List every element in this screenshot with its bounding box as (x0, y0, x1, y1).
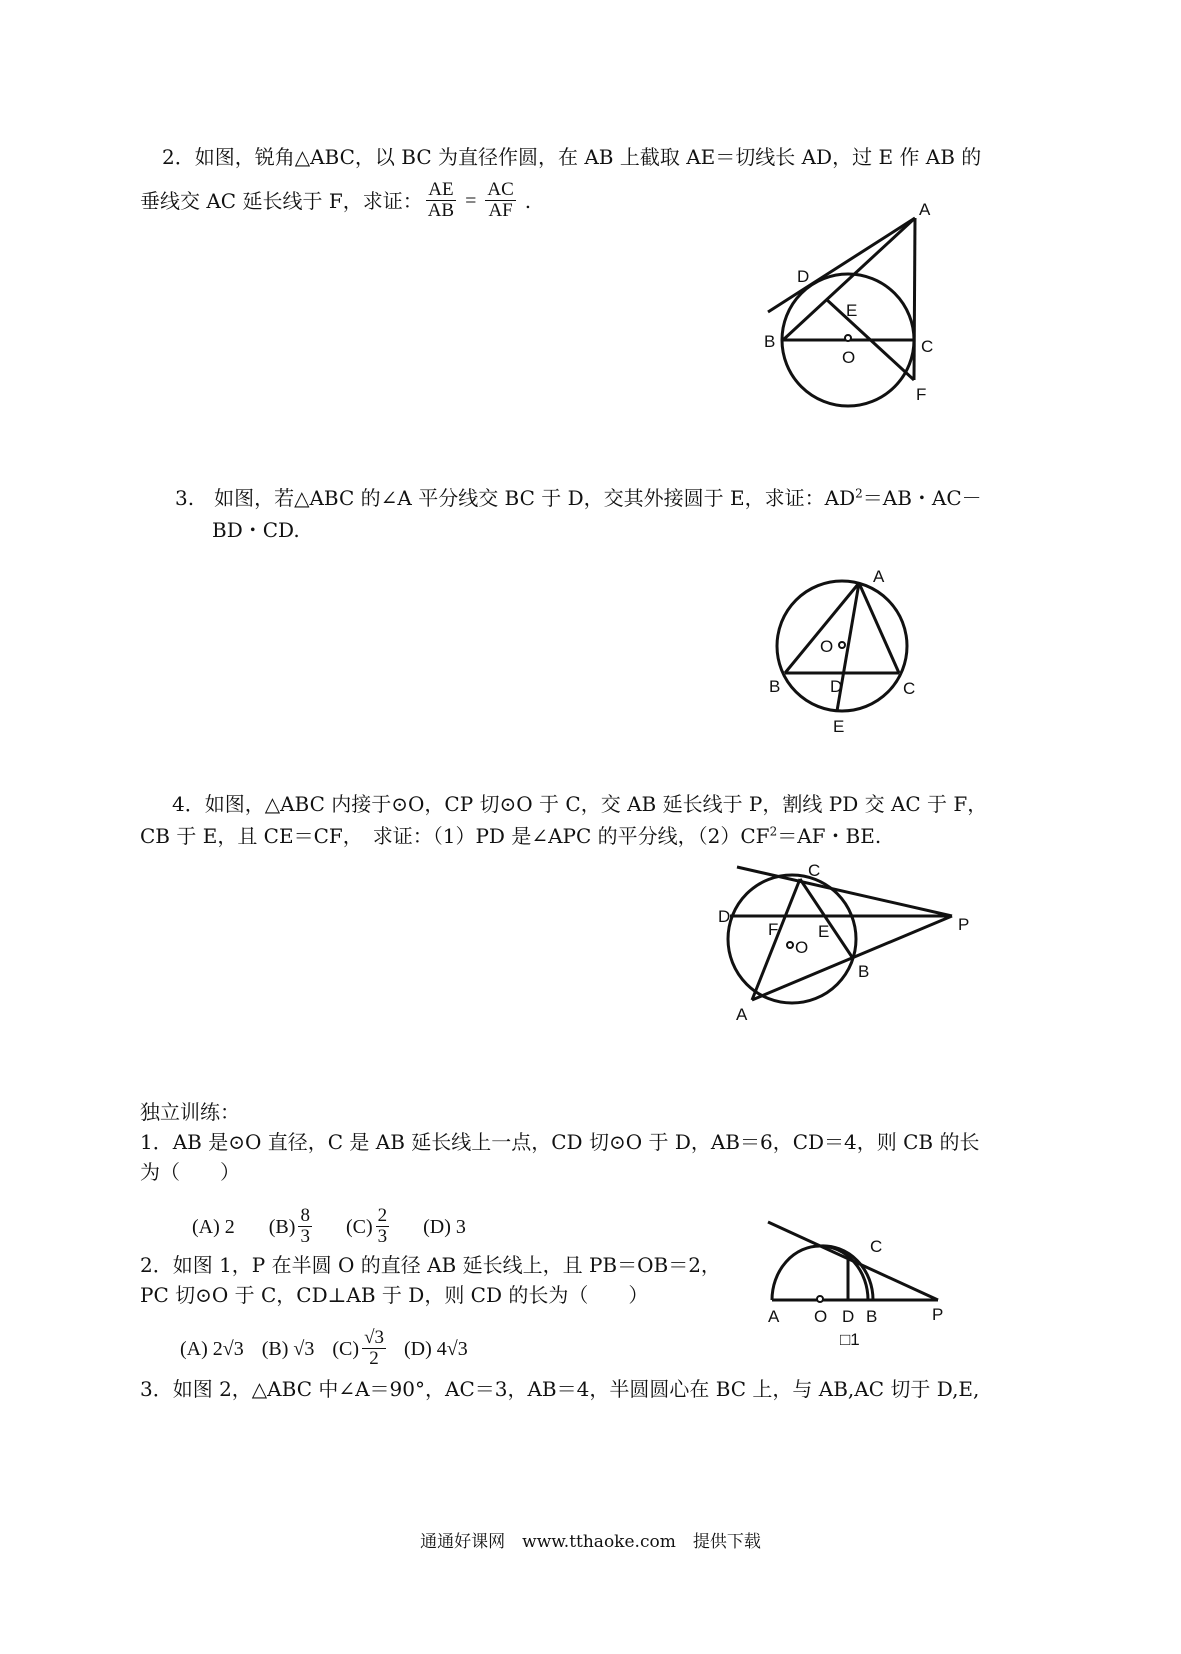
q2-label-a: A (919, 200, 931, 219)
p2-center-dot (817, 1296, 823, 1302)
q3-label-b: B (769, 677, 781, 696)
p2-line1: 2．如图 1，P 在半圆 O 的直径 AB 延长线上，且 PB＝OB＝2， (140, 1253, 721, 1277)
q4-line1: 4．如图，△ABC 内接于⊙O，CP 切⊙O 于 C，交 AB 延长线于 P，割线 PD 交 AC 于 F， (172, 792, 988, 816)
fraction-numerator: AC (487, 179, 514, 200)
q2-label-f: F (916, 385, 927, 404)
p1-option-c-label: (C) (345, 1215, 373, 1238)
q2-label-o: O (842, 348, 856, 367)
p2-figure-caption: □1 (840, 1330, 860, 1349)
p2-semicircle (772, 1246, 868, 1300)
p2-label-a: A (768, 1307, 780, 1326)
p1-line1: 1．AB 是⊙O 直径，C 是 AB 延长线上一点，CD 切⊙O 于 D，AB＝6，CD＝4，则 CB 的长 (140, 1130, 980, 1154)
equals-sign: = (465, 189, 477, 212)
q4-label-p: P (958, 915, 970, 934)
p2-line2: PC 切⊙O 于 C，CD⊥AB 于 D，则 CD 的长为（ ） (140, 1283, 649, 1307)
q3-superscript: 2 (855, 486, 863, 501)
fraction-denominator: 3 (300, 1226, 310, 1247)
p2-tangent-pc (768, 1222, 938, 1300)
p2-label-c: C (870, 1237, 883, 1256)
p1-line2: 为（ ） (140, 1160, 240, 1184)
p1-option-b-label: (B) (268, 1215, 296, 1238)
q3-label-o: O (820, 637, 834, 656)
fraction-numerator: √3 (364, 1327, 384, 1348)
p2-label-p: P (932, 1305, 944, 1324)
p2-label-o: O (814, 1307, 828, 1326)
fraction-numerator: 8 (300, 1205, 310, 1226)
practice-heading: 独立训练： (140, 1100, 240, 1124)
q4-line2b: ＝AF・BE. (777, 824, 882, 848)
q4-label-d: D (718, 907, 731, 926)
p1-option-d: (D) 3 (423, 1215, 466, 1238)
page-footer: 通通好课网 www.tthaoke.com 提供下载 (420, 1532, 761, 1552)
p2-option-b: (B) √3 (261, 1337, 315, 1360)
q2-line2-text: 垂线交 AC 延长线于 F，求证： (140, 188, 423, 213)
fraction-denominator: 3 (377, 1226, 388, 1247)
q3-label-c: C (903, 679, 916, 698)
q4-line2a: CB 于 E，且 CE＝CF， 求证：（1）PD 是∠APC 的平分线，（2）CF (140, 824, 770, 848)
fraction-denominator: AB (427, 200, 455, 221)
p2-option-c-label: (C) (332, 1337, 360, 1360)
q3-line2: BD・CD. (212, 518, 300, 542)
fraction-numerator: AE (428, 179, 454, 200)
q2-label-e: E (846, 301, 858, 320)
fraction-denominator: AF (488, 200, 513, 221)
p2-option-d: (D) 4√3 (404, 1337, 468, 1360)
q2-period: . (524, 188, 532, 213)
q4-superscript: 2 (769, 824, 778, 839)
p2-label-b: B (866, 1307, 878, 1326)
q4-label-a: A (736, 1005, 748, 1024)
q3-label-e: E (833, 717, 845, 736)
q2-label-c: C (921, 337, 934, 356)
q4-label-c: C (808, 861, 821, 880)
q3-line1b: ＝AB・AC－ (862, 486, 982, 510)
fraction-numerator: 2 (377, 1205, 388, 1226)
q3-line1a: 3. 如图，若△ABC 的∠A 平分线交 BC 于 D，交其外接圆于 E，求证：AD (175, 486, 856, 510)
q4-label-o: O (795, 938, 809, 957)
q2-label-d: D (797, 267, 810, 286)
p2-option-a: (A) 2√3 (180, 1337, 244, 1360)
fraction-denominator: 2 (369, 1348, 379, 1369)
p3-line1: 3．如图 2，△ABC 中∠A＝90°，AC＝3，AB＝4，半圆圆心在 BC 上，与 AB,AC 切于 D,E, (140, 1377, 980, 1401)
q4-label-b: B (858, 962, 870, 981)
q4-label-f: F (768, 920, 779, 939)
p2-label-d: D (842, 1307, 855, 1326)
q4-label-e: E (818, 922, 830, 941)
p1-option-a: (A) 2 (192, 1215, 235, 1238)
q3-label-a: A (873, 567, 885, 586)
q2-label-b: B (764, 332, 776, 351)
q2-line1: 2．如图，锐角△ABC，以 BC 为直径作圆，在 AB 上截取 AE＝切线长 AD，过 E 作 AB 的 (162, 145, 982, 169)
q3-label-d: D (830, 677, 843, 696)
